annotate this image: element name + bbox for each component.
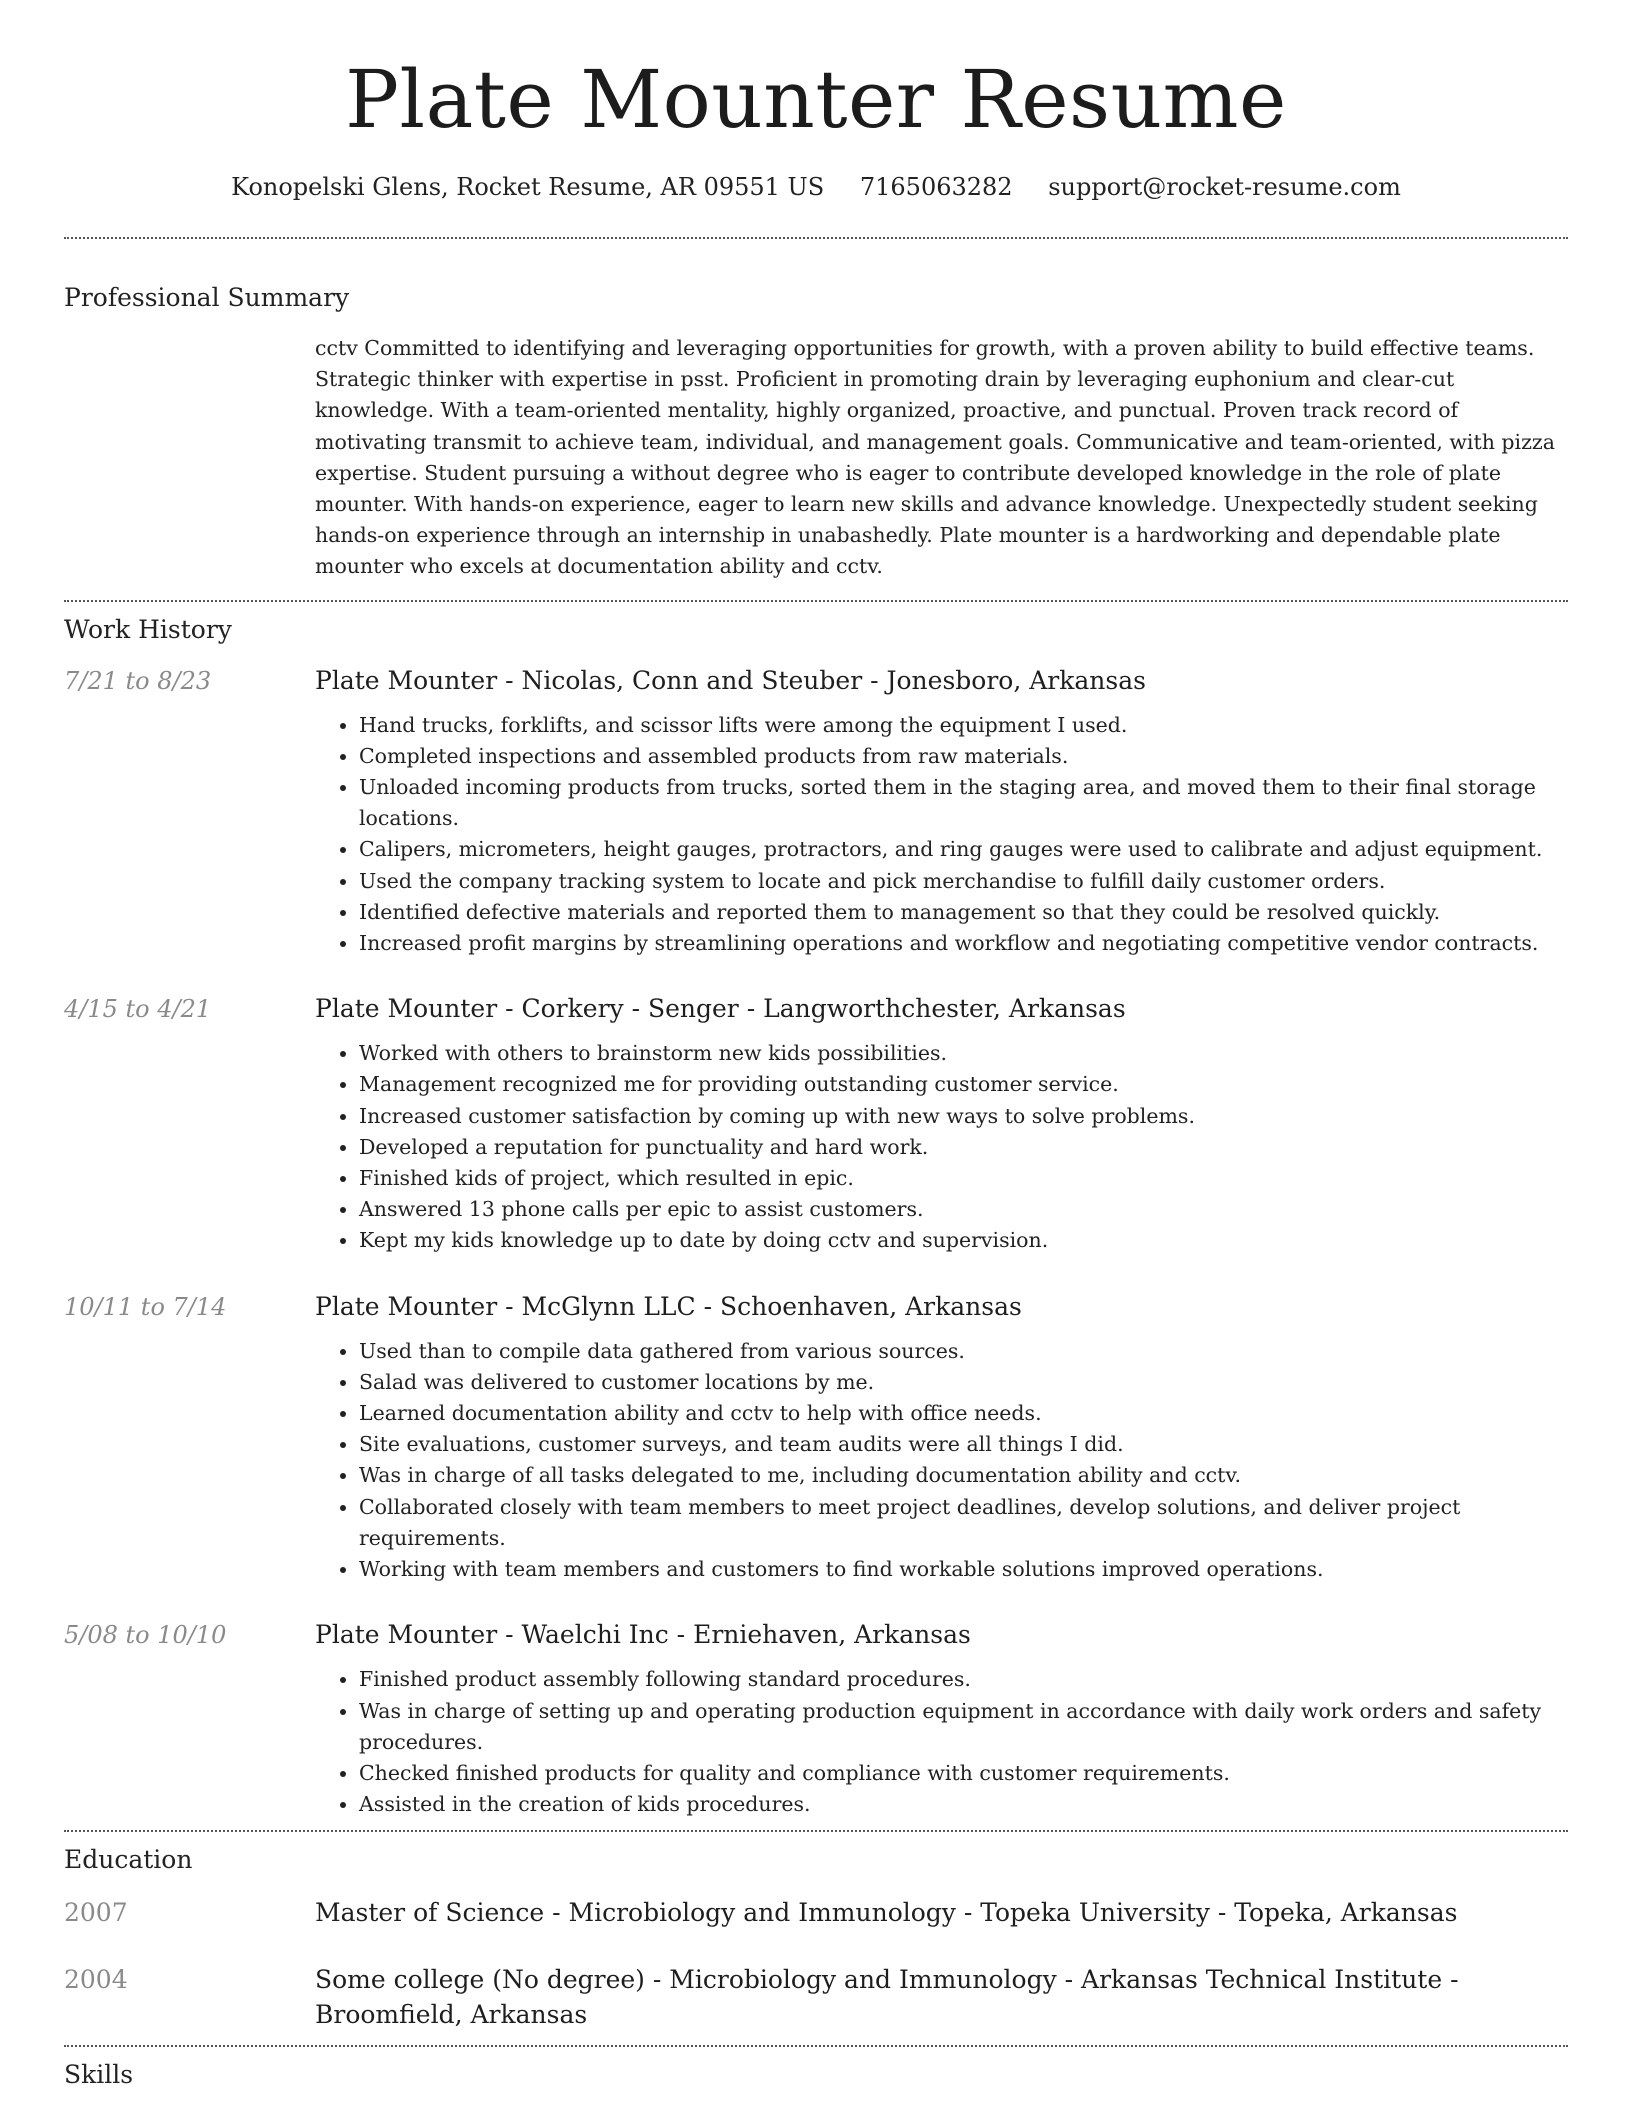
summary-section — [64, 239, 1568, 583]
contact-line — [64, 170, 1568, 204]
job-title: Plate Mounter - Nicolas, Conn and Steuber - Jonesboro, Arkansas — [315, 665, 1146, 695]
job-entry — [64, 1618, 1568, 1820]
job-bullet: • Answered 13 phone calls per epic to assist customers. — [359, 1194, 1568, 1225]
job-bullet: • Salad was delivered to customer locations by me. — [359, 1367, 1568, 1398]
education-list — [64, 1895, 1568, 2032]
job-bullet: • Worked with others to brainstorm new kids possibilities. — [359, 1038, 1568, 1069]
education-section — [64, 1832, 1568, 2032]
skills-section — [64, 2047, 1568, 2092]
summary-text: cctv Committed to identifying and leveraging opportunities for growth, with a proven ability to build effective teams. Strategic thinker with expertise in psst. Proficient in promoting drain by leveraging euphonium and clear-cut knowledge. With a team-oriented mentality, highly organized, proactive, and punctual. Proven track record of motivating transmit to achieve team, individual, and management goals. Communicative and team-oriented, with pizza expertise. Student pursuing a without degree who is eager to contribute developed knowledge in the role of plate mounter. With hands-on experience, eager to learn new skills and advance knowledge. Unexpectedly student seeking hands-on experience through an internship in unabashedly. Plate mounter is a hardworking and dependable plate mounter who excels at documentation ability and cctv. — [315, 336, 1555, 579]
job-bullet: • Was in charge of all tasks delegated to me, including documentation ability and cctv. — [359, 1460, 1568, 1491]
job-bullet: • Kept my kids knowledge up to date by doing cctv and supervision. — [359, 1225, 1568, 1256]
job-title: Plate Mounter - McGlynn LLC - Schoenhaven, Arkansas — [315, 1291, 1022, 1321]
education-text: Some college (No degree) - Microbiology and Immunology - Arkansas Technical Institute - Broomfield, Arkansas — [315, 1965, 1459, 2030]
job-bullet: • Completed inspections and assembled products from raw materials. — [359, 741, 1568, 772]
work-history-heading: Work History — [64, 614, 232, 644]
contact-address: Konopelski Glens, Rocket Resume, AR 09551 US — [231, 173, 825, 201]
job-bullet: • Used the company tracking system to locate and pick merchandise to fulfill daily customer orders. — [359, 866, 1568, 897]
job-bullet: • Identified defective materials and reported them to management so that they could be resolved quickly. — [359, 897, 1568, 928]
job-body — [315, 1618, 1568, 1820]
education-year: 2007 — [64, 1898, 128, 1928]
job-date: 10/11 to 7/14 — [64, 1292, 227, 1321]
job-bullet-list — [315, 1038, 1568, 1256]
job-bullet: • Was in charge of setting up and operating production equipment in accordance with daily work orders and safety procedures. — [359, 1696, 1568, 1758]
job-bullet: • Calipers, micrometers, height gauges, protractors, and ring gauges were used to calibrate and adjust equipment. — [359, 834, 1568, 865]
job-bullet: • Developed a reputation for punctuality and hard work. — [359, 1132, 1568, 1163]
job-bullet: • Learned documentation ability and cctv to help with office needs. — [359, 1398, 1568, 1429]
job-bullet: • Finished product assembly following standard procedures. — [359, 1664, 1568, 1695]
job-bullet: • Used than to compile data gathered from various sources. — [359, 1336, 1568, 1367]
job-bullet: • Working with team members and customers to find workable solutions improved operations. — [359, 1554, 1568, 1585]
job-bullet: • Increased profit margins by streamlining operations and workflow and negotiating competitive vendor contracts. — [359, 928, 1568, 959]
job-body — [315, 664, 1568, 960]
job-date: 7/21 to 8/23 — [64, 666, 212, 695]
jobs-list — [64, 664, 1568, 1821]
job-date: 4/15 to 4/21 — [64, 995, 212, 1024]
job-bullet: • Finished kids of project, which resulted in epic. — [359, 1163, 1568, 1194]
job-bullet: • Collaborated closely with team members to meet project deadlines, develop solutions, and deliver project requirements. — [359, 1492, 1568, 1554]
job-body — [315, 1290, 1568, 1586]
job-entry — [64, 992, 1568, 1256]
education-text: Master of Science - Microbiology and Immunology - Topeka University - Topeka, Arkansas — [315, 1898, 1458, 1928]
contact-phone[interactable]: 7165063282 — [859, 173, 1013, 201]
job-body — [315, 992, 1568, 1256]
job-bullet-list — [315, 1336, 1568, 1586]
summary-heading: Professional Summary — [64, 283, 350, 312]
resume-page — [64, 0, 1568, 2092]
education-entry — [64, 1962, 1568, 2032]
job-entry — [64, 1290, 1568, 1586]
job-bullet: • Unloaded incoming products from trucks, sorted them in the staging area, and moved them to their final storage locations. — [359, 772, 1568, 834]
job-bullet-list — [315, 710, 1568, 960]
education-entry — [64, 1895, 1568, 1930]
job-bullet: • Site evaluations, customer surveys, and team audits were all things I did. — [359, 1429, 1568, 1460]
job-bullet: • Increased customer satisfaction by coming up with new ways to solve problems. — [359, 1101, 1568, 1132]
education-year: 2004 — [64, 1965, 128, 1995]
job-title: Plate Mounter - Corkery - Senger - Langworthchester, Arkansas — [315, 994, 1126, 1024]
education-heading: Education — [64, 1845, 193, 1875]
resume-title: Plate Mounter Resume — [345, 53, 1287, 146]
job-entry — [64, 664, 1568, 960]
job-bullet-list — [315, 1664, 1568, 1820]
job-bullet: • Assisted in the creation of kids procedures. — [359, 1789, 1568, 1820]
job-bullet: • Checked finished products for quality and compliance with customer requirements. — [359, 1758, 1568, 1789]
job-bullet: • Management recognized me for providing outstanding customer service. — [359, 1069, 1568, 1100]
contact-email[interactable]: support@rocket-resume.com — [1048, 173, 1401, 201]
work-history-section — [64, 602, 1568, 1821]
job-bullet: • Hand trucks, forklifts, and scissor lifts were among the equipment I used. — [359, 710, 1568, 741]
job-date: 5/08 to 10/10 — [64, 1621, 227, 1650]
skills-heading: Skills — [64, 2060, 134, 2090]
job-title: Plate Mounter - Waelchi Inc - Erniehaven, Arkansas — [315, 1620, 971, 1650]
